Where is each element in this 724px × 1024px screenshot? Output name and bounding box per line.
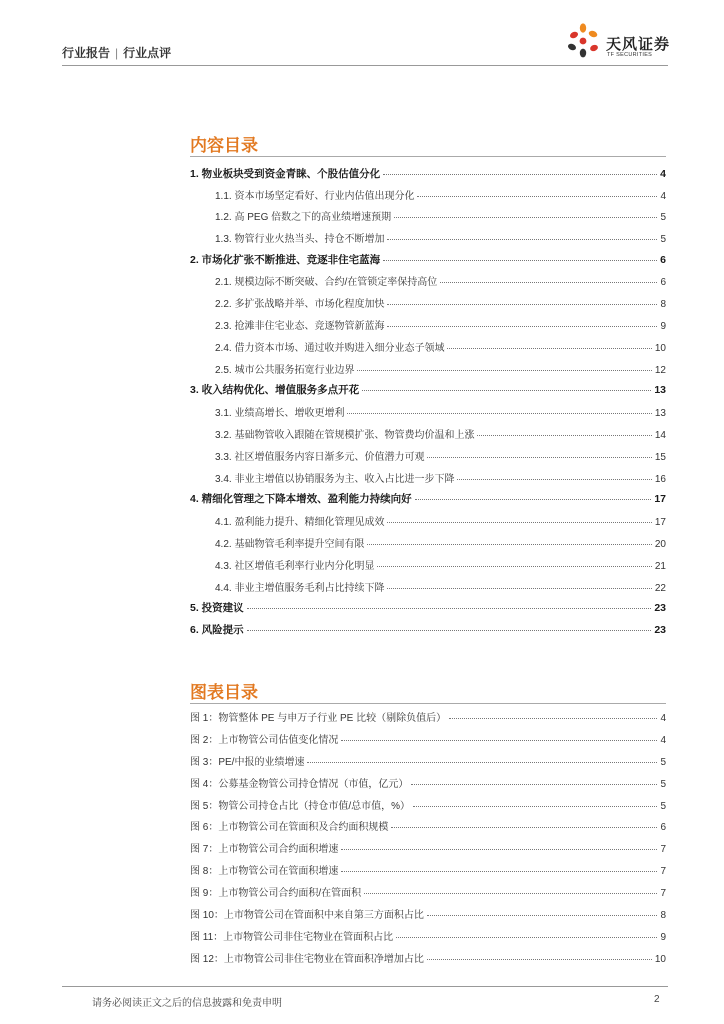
toc-entry-page: 22: [654, 583, 666, 594]
figure-entry-text: 图 7：上市物管公司合约面积增速: [190, 844, 339, 855]
toc-chapter-entry[interactable]: [190, 600, 666, 615]
figure-leader-dots: [307, 761, 657, 763]
toc-entry-page: 6: [660, 277, 666, 288]
toc-chapter-entry[interactable]: [190, 166, 666, 181]
figure-entry-text: 图 9：上市物管公司合约面积/在管面积: [190, 888, 362, 899]
figure-entry[interactable]: [190, 840, 666, 855]
toc-section-entry[interactable]: [215, 470, 666, 485]
figure-entry-page: 7: [660, 844, 666, 855]
company-logo: [566, 22, 676, 62]
figure-entry-page: 7: [660, 866, 666, 877]
toc-section-entry[interactable]: [215, 187, 666, 202]
toc-entry-page: 23: [654, 624, 666, 636]
logo-english-name: TF SECURITIES: [607, 52, 653, 58]
toc-entry-text: 2. 市场化扩张不断推进、竞逐非住宅蓝海: [190, 254, 381, 266]
logo-chinese-name: 天风证券: [606, 36, 671, 53]
toc-entry-text: 1.3. 物管行业火热当头、持仓不断增加: [215, 234, 385, 245]
toc-entry-page: 13: [654, 384, 666, 396]
toc-section-entry[interactable]: [215, 426, 666, 441]
header-divider: [62, 65, 668, 66]
category-separator: |: [115, 46, 119, 60]
toc-section-entry[interactable]: [215, 273, 666, 288]
toc-entry-text: 1.2. 高 PEG 倍数之下的高业绩增速预期: [215, 212, 392, 223]
figure-entry-text: 图 11：上市物管公司非住宅物业在管面积占比: [190, 932, 394, 943]
toc-leader-dots: [415, 498, 652, 500]
toc-chapter-entry[interactable]: [190, 622, 666, 637]
figure-entry-page: 4: [660, 713, 666, 724]
toc-section-entry[interactable]: [215, 208, 666, 223]
toc-entry-text: 1.1. 资本市场坚定看好、行业内估值出现分化: [215, 191, 415, 202]
toc-chapter-entry[interactable]: [190, 382, 666, 397]
toc-chapter-entry[interactable]: [190, 491, 666, 506]
toc-title: 内容目录: [190, 136, 258, 155]
toc-section-entry[interactable]: [215, 361, 666, 376]
toc-section-entry[interactable]: [215, 295, 666, 310]
toc-entry-page: 17: [654, 493, 666, 505]
figure-entry-text: 图 6：上市物管公司在管面积及合约面积规模: [190, 822, 389, 833]
figures-title-rule: [190, 703, 666, 704]
toc-chapter-entry[interactable]: [190, 252, 666, 267]
toc-entry-text: 2.1. 规模边际不断突破、合约/在管锁定率保持高位: [215, 277, 438, 288]
toc-entry-text: 3.2. 基础物管收入跟随在管规模扩张、物管费均价温和上涨: [215, 430, 475, 441]
toc-entry-page: 16: [654, 474, 666, 485]
figure-entry-text: 图 10：上市物管公司在管面积中来自第三方面积占比: [190, 910, 424, 921]
toc-leader-dots: [427, 456, 651, 458]
figure-leader-dots: [391, 826, 657, 828]
toc-leader-dots: [362, 389, 651, 391]
toc-entry-page: 12: [654, 365, 666, 376]
toc-entry-page: 9: [660, 321, 666, 332]
figure-leader-dots: [411, 783, 657, 785]
toc-section-entry[interactable]: [215, 317, 666, 332]
figure-leader-dots: [427, 958, 652, 960]
figure-entry[interactable]: [190, 862, 666, 877]
toc-entry-text: 4.3. 社区增值毛利率行业内分化明显: [215, 561, 375, 572]
subcategory-label: 行业点评: [123, 46, 172, 60]
toc-leader-dots: [387, 325, 657, 327]
toc-leader-dots: [457, 478, 651, 480]
report-category: [62, 44, 171, 61]
figure-entry-page: 6: [660, 822, 666, 833]
figure-leader-dots: [341, 870, 657, 872]
figure-leader-dots: [341, 848, 657, 850]
toc-leader-dots: [247, 607, 652, 609]
toc-entry-page: 13: [654, 408, 666, 419]
toc-leader-dots: [394, 216, 657, 218]
figure-leader-dots: [427, 914, 658, 916]
page-header: [0, 0, 724, 80]
toc-entry-text: 3. 收入结构优化、增值服务多点开花: [190, 384, 360, 396]
toc-section-entry[interactable]: [215, 448, 666, 463]
toc-section-entry[interactable]: [215, 579, 666, 594]
toc-entry-text: 2.2. 多扩张战略并举、市场化程度加快: [215, 299, 385, 310]
toc-entry-page: 4: [660, 191, 666, 202]
toc-leader-dots: [387, 587, 651, 589]
figure-entry-text: 图 3：PE/中报的业绩增速: [190, 757, 305, 768]
toc-leader-dots: [247, 629, 652, 631]
toc-entry-text: 4. 精细化管理之下降本增效、盈利能力持续向好: [190, 493, 412, 505]
toc-leader-dots: [387, 303, 657, 305]
toc-title-rule: [190, 156, 666, 157]
figure-entry-text: 图 5：物管公司持仓占比（持仓市值/总市值，%）: [190, 801, 411, 812]
figure-entry[interactable]: [190, 797, 666, 812]
toc-entry-text: 2.3. 抢滩非住宅业态、竞逐物管新蓝海: [215, 321, 385, 332]
toc-entry-page: 14: [654, 430, 666, 441]
toc-entry-page: 21: [654, 561, 666, 572]
toc-section-entry[interactable]: [215, 535, 666, 550]
toc-entry-text: 2.5. 城市公共服务拓宽行业边界: [215, 365, 355, 376]
toc-leader-dots: [383, 173, 657, 175]
figure-entry-page: 5: [660, 757, 666, 768]
flower-logo-icon: [566, 22, 602, 60]
toc-leader-dots: [377, 565, 651, 567]
figure-entry-text: 图 4：公募基金物管公司持仓情况（市值，亿元）: [190, 779, 409, 790]
category-label: 行业报告: [62, 46, 111, 60]
toc-section-entry[interactable]: [215, 230, 666, 245]
toc-entry-page: 15: [654, 452, 666, 463]
figure-entry[interactable]: [190, 884, 666, 899]
figure-entry[interactable]: [190, 928, 666, 943]
figure-entry[interactable]: [190, 818, 666, 833]
toc-entry-text: 4.4. 非业主增值服务毛利占比持续下降: [215, 583, 385, 594]
figure-leader-dots: [364, 892, 657, 894]
figure-entry-page: 5: [660, 779, 666, 790]
toc-leader-dots: [477, 434, 651, 436]
figure-entry-page: 7: [660, 888, 666, 899]
toc-entry-text: 2.4. 借力资本市场、通过收并购进入细分业态子领域: [215, 343, 445, 354]
figure-entry-page: 10: [654, 954, 666, 965]
figure-leader-dots: [341, 739, 657, 741]
figures-title: 图表目录: [190, 683, 258, 702]
toc-entry-page: 10: [654, 343, 666, 354]
toc-leader-dots: [383, 259, 657, 261]
toc-leader-dots: [440, 281, 657, 283]
toc-leader-dots: [347, 412, 651, 414]
figure-entry[interactable]: [190, 775, 666, 790]
toc-entry-text: 3.3. 社区增值服务内容日渐多元、价值潜力可观: [215, 452, 425, 463]
toc-entry-text: 3.4. 非业主增值以协销服务为主、收入占比进一步下降: [215, 474, 455, 485]
toc-leader-dots: [387, 521, 651, 523]
footer-divider: [62, 986, 668, 987]
figure-entry-page: 9: [660, 932, 666, 943]
footer-page-number: 2: [654, 994, 660, 1005]
figure-entry[interactable]: [190, 950, 666, 965]
toc-leader-dots: [357, 369, 651, 371]
toc-section-entry[interactable]: [215, 557, 666, 572]
toc-leader-dots: [447, 347, 651, 349]
figure-entry-page: 8: [660, 910, 666, 921]
figure-leader-dots: [449, 717, 657, 719]
toc-entry-text: 4.1. 盈利能力提升、精细化管理见成效: [215, 517, 385, 528]
toc-entry-text: 3.1. 业绩高增长、增收更增利: [215, 408, 345, 419]
figure-entry[interactable]: [190, 731, 666, 746]
figure-entry[interactable]: [190, 753, 666, 768]
toc-entry-page: 8: [660, 299, 666, 310]
toc-section-entry[interactable]: [215, 404, 666, 419]
toc-entry-page: 6: [660, 254, 666, 266]
figure-entry[interactable]: [190, 906, 666, 921]
toc-entry-page: 5: [660, 234, 666, 245]
figure-entry-text: 图 8：上市物管公司在管面积增速: [190, 866, 339, 877]
figure-entry-page: 4: [660, 735, 666, 746]
toc-entry-text: 4.2. 基础物管毛利率提升空间有限: [215, 539, 365, 550]
toc-entry-text: 5. 投资建议: [190, 602, 244, 614]
figure-entry[interactable]: [190, 709, 666, 724]
toc-entry-page: 4: [660, 168, 666, 180]
footer-disclaimer: 请务必阅读正文之后的信息披露和免责申明: [92, 998, 282, 1009]
toc-entry-text: 1. 物业板块受到资金青睐、个股估值分化: [190, 168, 381, 180]
figure-entry-page: 5: [660, 801, 666, 812]
toc-section-entry[interactable]: [215, 513, 666, 528]
figure-leader-dots: [413, 805, 657, 807]
toc-leader-dots: [367, 543, 651, 545]
figure-entry-text: 图 2：上市物管公司估值变化情况: [190, 735, 339, 746]
figure-entry-text: 图 1：物管整体 PE 与申万子行业 PE 比较（剔除负值后）: [190, 713, 447, 724]
toc-entry-text: 6. 风险提示: [190, 624, 244, 636]
toc-leader-dots: [387, 238, 657, 240]
figure-leader-dots: [396, 936, 657, 938]
figure-entry-text: 图 12：上市物管公司非住宅物业在管面积净增加占比: [190, 954, 424, 965]
toc-leader-dots: [417, 195, 657, 197]
toc-section-entry[interactable]: [215, 339, 666, 354]
toc-entry-page: 5: [660, 212, 666, 223]
toc-entry-page: 20: [654, 539, 666, 550]
toc-entry-page: 17: [654, 517, 666, 528]
toc-entry-page: 23: [654, 602, 666, 614]
